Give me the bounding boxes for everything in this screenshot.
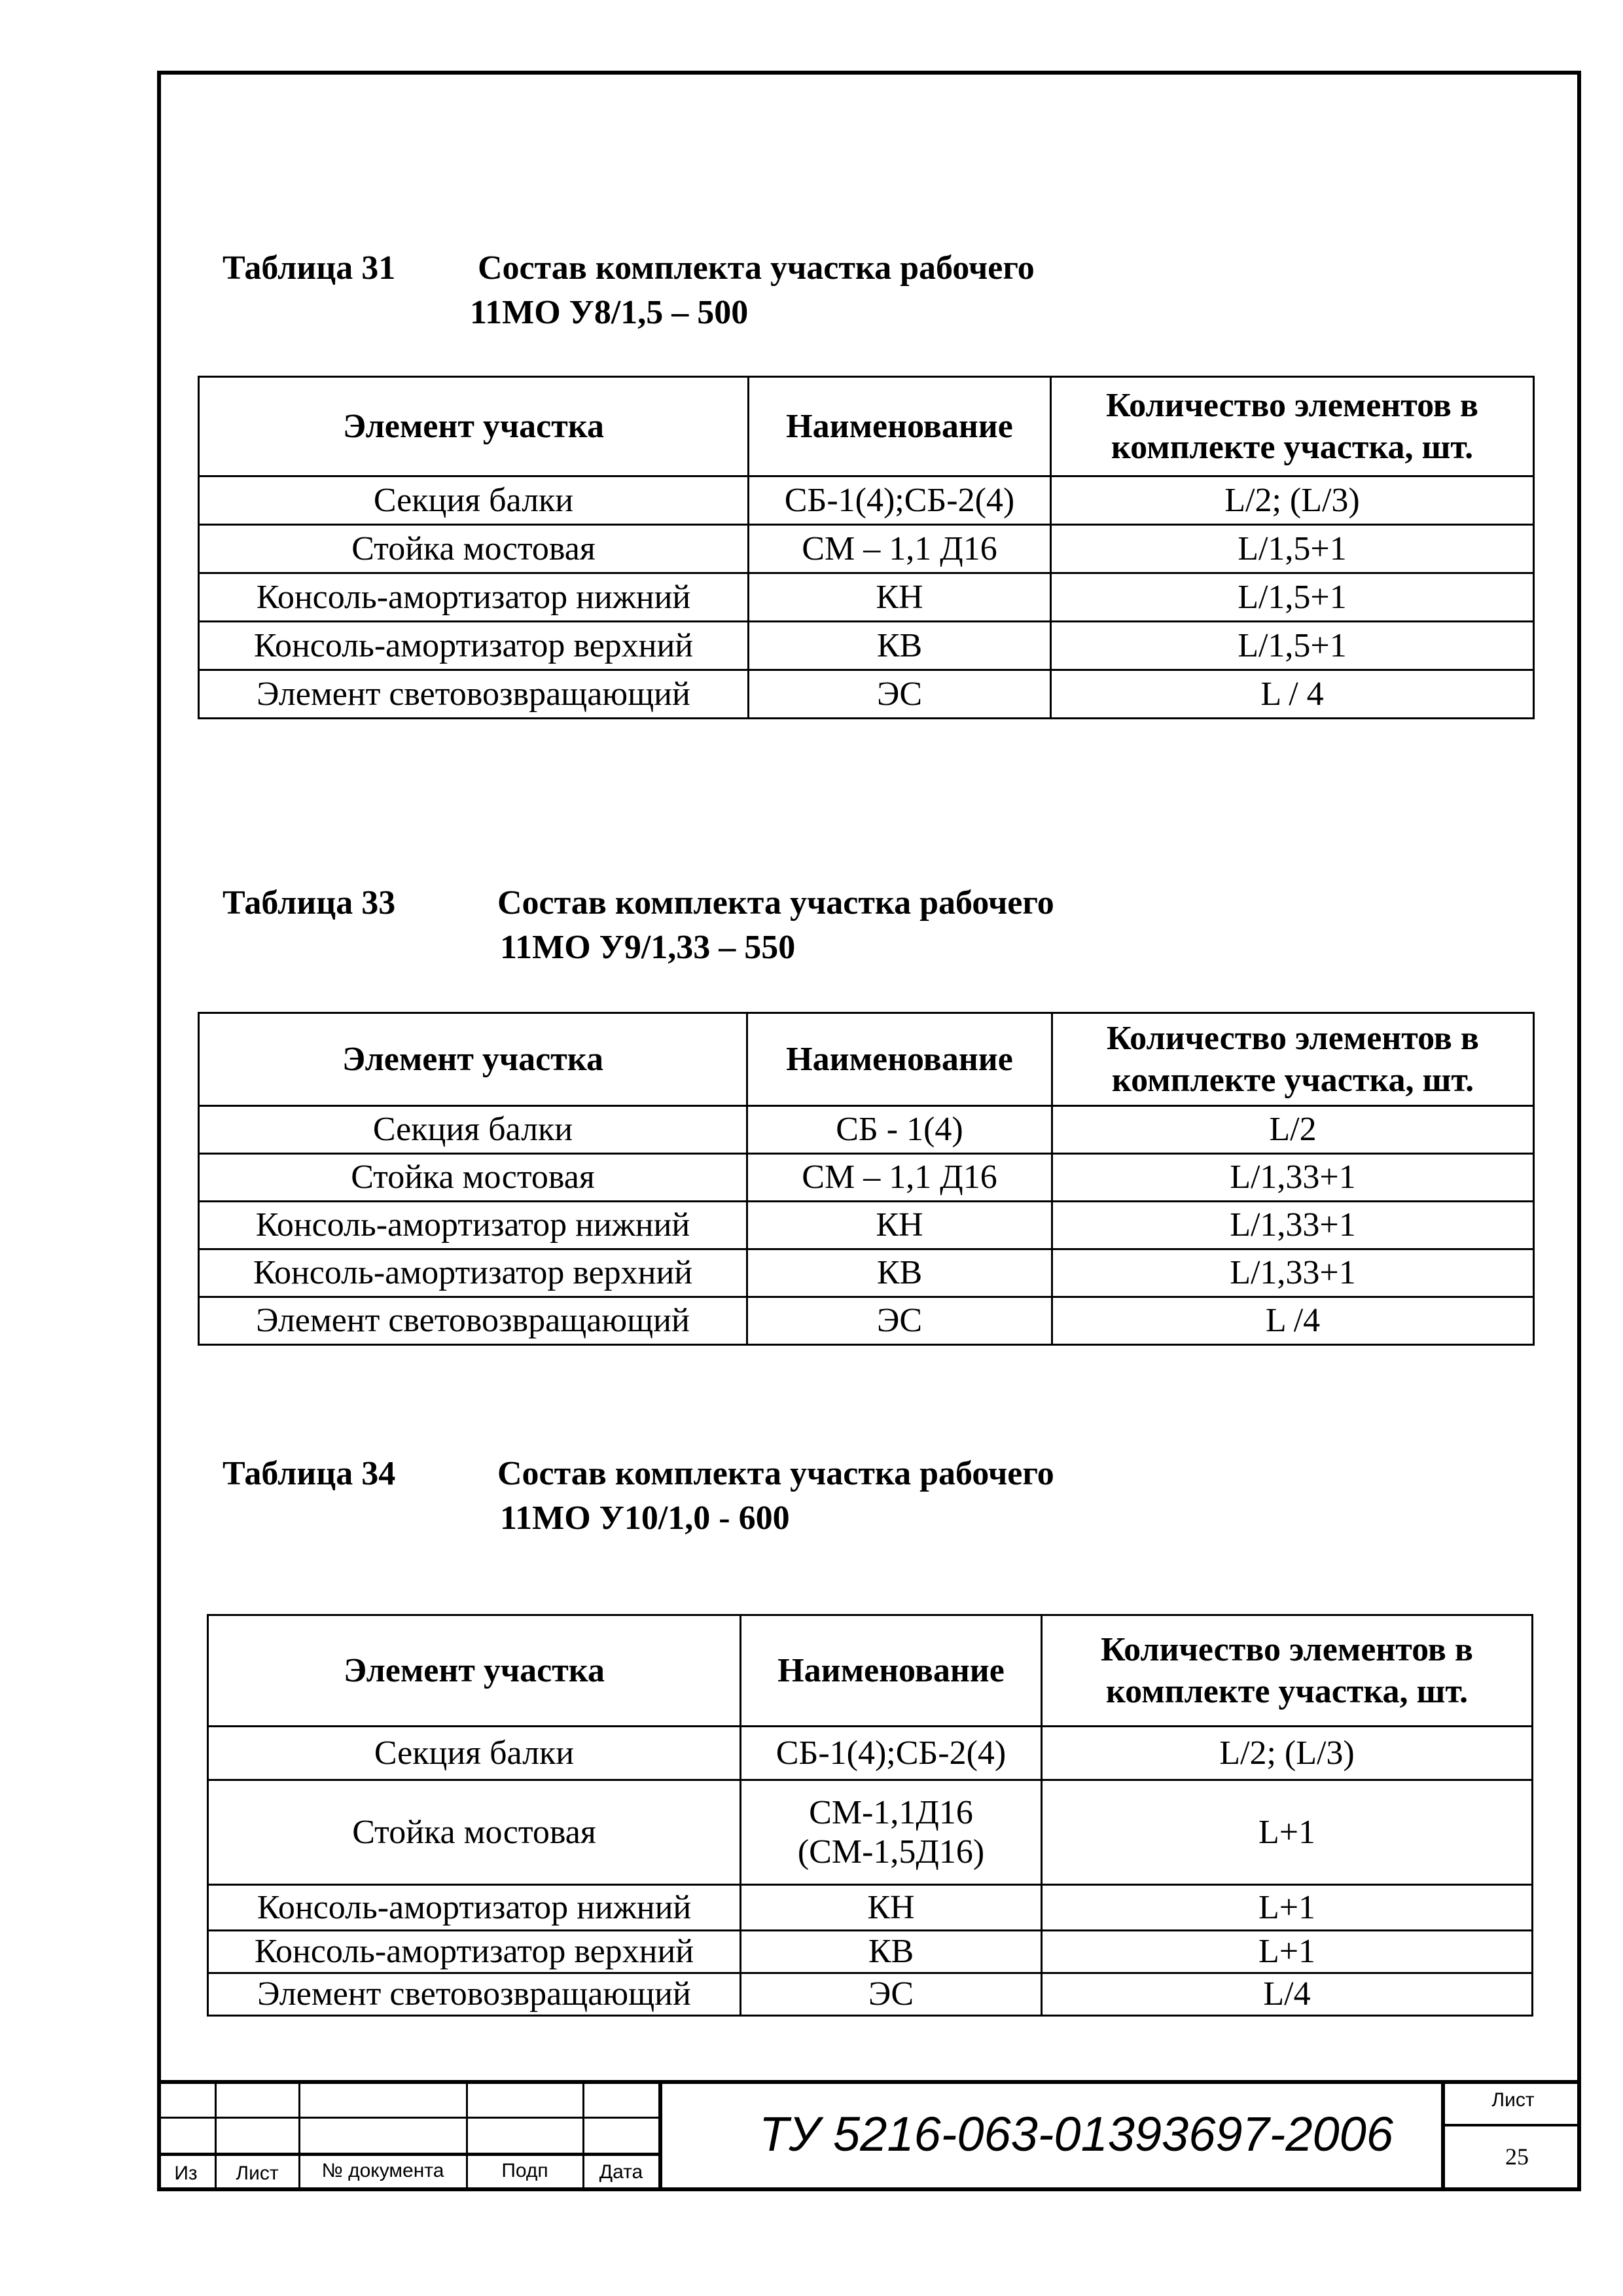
cell-element: Стойка мостовая: [208, 1780, 741, 1885]
table-row: [199, 1154, 1534, 1202]
table-row: [199, 525, 1534, 573]
cell-quantity: L/1,33+1: [1052, 1202, 1534, 1249]
table-row: [208, 1727, 1533, 1780]
cell-quantity: L /4: [1052, 1297, 1534, 1345]
cell-quantity: L+1: [1042, 1885, 1533, 1931]
table-34: [207, 1614, 1533, 2017]
table-title-line1: Состав комплекта участка рабочего: [497, 884, 1054, 922]
table-row: [199, 476, 1534, 525]
cell-name: КВ: [749, 622, 1051, 670]
table-row: [199, 670, 1534, 719]
cell-element: Консоль-амортизатор верхний: [208, 1931, 741, 1973]
table-row: [199, 573, 1534, 622]
cell-name: СМ-1,1Д16 (СМ-1,5Д16): [741, 1780, 1042, 1885]
table-31: [198, 376, 1535, 719]
cell-element: Секция балки: [199, 476, 749, 525]
header-quantity: Количество элементов в комплекте участка, шт.: [1042, 1615, 1533, 1727]
document-code: ТУ 5216-063-01393697-2006: [759, 2107, 1393, 2161]
table-title-line1: Состав комплекта участка рабочего: [497, 1455, 1054, 1492]
header-quantity: Количество элементов в комплекте участка, шт.: [1051, 377, 1534, 476]
cell-element: Секция балки: [208, 1727, 741, 1780]
table-number: Таблица 31: [223, 249, 396, 287]
cell-element: Стойка мостовая: [199, 525, 749, 573]
cell-name: СМ – 1,1 Д16: [749, 525, 1051, 573]
cell-quantity: L+1: [1042, 1931, 1533, 1973]
table-number: Таблица 33: [223, 884, 396, 922]
cell-quantity: L/2: [1052, 1106, 1534, 1154]
table-title-line2: 11МО У8/1,5 – 500: [470, 294, 749, 331]
table-row: [199, 1202, 1534, 1249]
cell-element: Элемент световозвращающий: [208, 1973, 741, 2016]
header-name: Наименование: [747, 1013, 1052, 1106]
col-label-signature: Подп: [501, 2160, 548, 2181]
cell-quantity: L/1,33+1: [1052, 1154, 1534, 1202]
header-element: Элемент участка: [208, 1615, 741, 1727]
col-label-list: Лист: [236, 2162, 279, 2184]
cell-name: КН: [749, 573, 1051, 622]
table-title-line2: 11МО У9/1,33 – 550: [500, 929, 796, 966]
col-label-izm: Из: [174, 2162, 198, 2184]
sheet-number: 25: [1505, 2144, 1529, 2170]
cell-element: Консоль-амортизатор нижний: [199, 573, 749, 622]
header-name: Наименование: [749, 377, 1051, 476]
cell-element: Консоль-амортизатор нижний: [208, 1885, 741, 1931]
cell-element: Секция балки: [199, 1106, 747, 1154]
table-number: Таблица 34: [223, 1455, 396, 1492]
cell-quantity: L/1,5+1: [1051, 525, 1534, 573]
table-row: [208, 1780, 1533, 1885]
table-row: [199, 1297, 1534, 1345]
cell-name: ЭС: [741, 1973, 1042, 2016]
table-row: [208, 1885, 1533, 1931]
cell-quantity: L/1,33+1: [1052, 1249, 1534, 1297]
header-quantity: Количество элементов в комплекте участка, шт.: [1052, 1013, 1534, 1106]
cell-element: Элемент световозвращающий: [199, 1297, 747, 1345]
cell-element: Консоль-амортизатор нижний: [199, 1202, 747, 1249]
cell-quantity: L/4: [1042, 1973, 1533, 2016]
cell-name: КВ: [747, 1249, 1052, 1297]
cell-quantity: L/1,5+1: [1051, 622, 1534, 670]
cell-name: ЭС: [749, 670, 1051, 719]
table-title-line2: 11МО У10/1,0 - 600: [500, 1499, 790, 1537]
cell-quantity: L / 4: [1051, 670, 1534, 719]
cell-quantity: L+1: [1042, 1780, 1533, 1885]
table-row: [199, 1106, 1534, 1154]
cell-element: Элемент световозвращающий: [199, 670, 749, 719]
header-element: Элемент участка: [199, 1013, 747, 1106]
table-title-line1: Состав комплекта участка рабочего: [478, 249, 1035, 287]
cell-name: СБ - 1(4): [747, 1106, 1052, 1154]
table-row: [208, 1931, 1533, 1973]
cell-quantity: L/2; (L/3): [1051, 476, 1534, 525]
cell-element: Консоль-амортизатор верхний: [199, 1249, 747, 1297]
cell-quantity: L/1,5+1: [1051, 573, 1534, 622]
cell-element: Стойка мостовая: [199, 1154, 747, 1202]
cell-name: КН: [741, 1885, 1042, 1931]
sheet-label: Лист: [1491, 2089, 1535, 2111]
header-name: Наименование: [741, 1615, 1042, 1727]
table-row: [199, 622, 1534, 670]
cell-name: ЭС: [747, 1297, 1052, 1345]
cell-name: СМ – 1,1 Д16: [747, 1154, 1052, 1202]
cell-name: СБ-1(4);СБ-2(4): [749, 476, 1051, 525]
col-label-date: Дата: [599, 2161, 643, 2183]
cell-name: КН: [747, 1202, 1052, 1249]
cell-element: Консоль-амортизатор верхний: [199, 622, 749, 670]
cell-name: КВ: [741, 1931, 1042, 1973]
table-row: [199, 1249, 1534, 1297]
cell-name: СБ-1(4);СБ-2(4): [741, 1727, 1042, 1780]
col-label-document: № документа: [321, 2160, 444, 2181]
table-33: [198, 1012, 1535, 1346]
table-row: [208, 1973, 1533, 2016]
header-element: Элемент участка: [199, 377, 749, 476]
title-block: [157, 2080, 1581, 2191]
cell-quantity: L/2; (L/3): [1042, 1727, 1533, 1780]
